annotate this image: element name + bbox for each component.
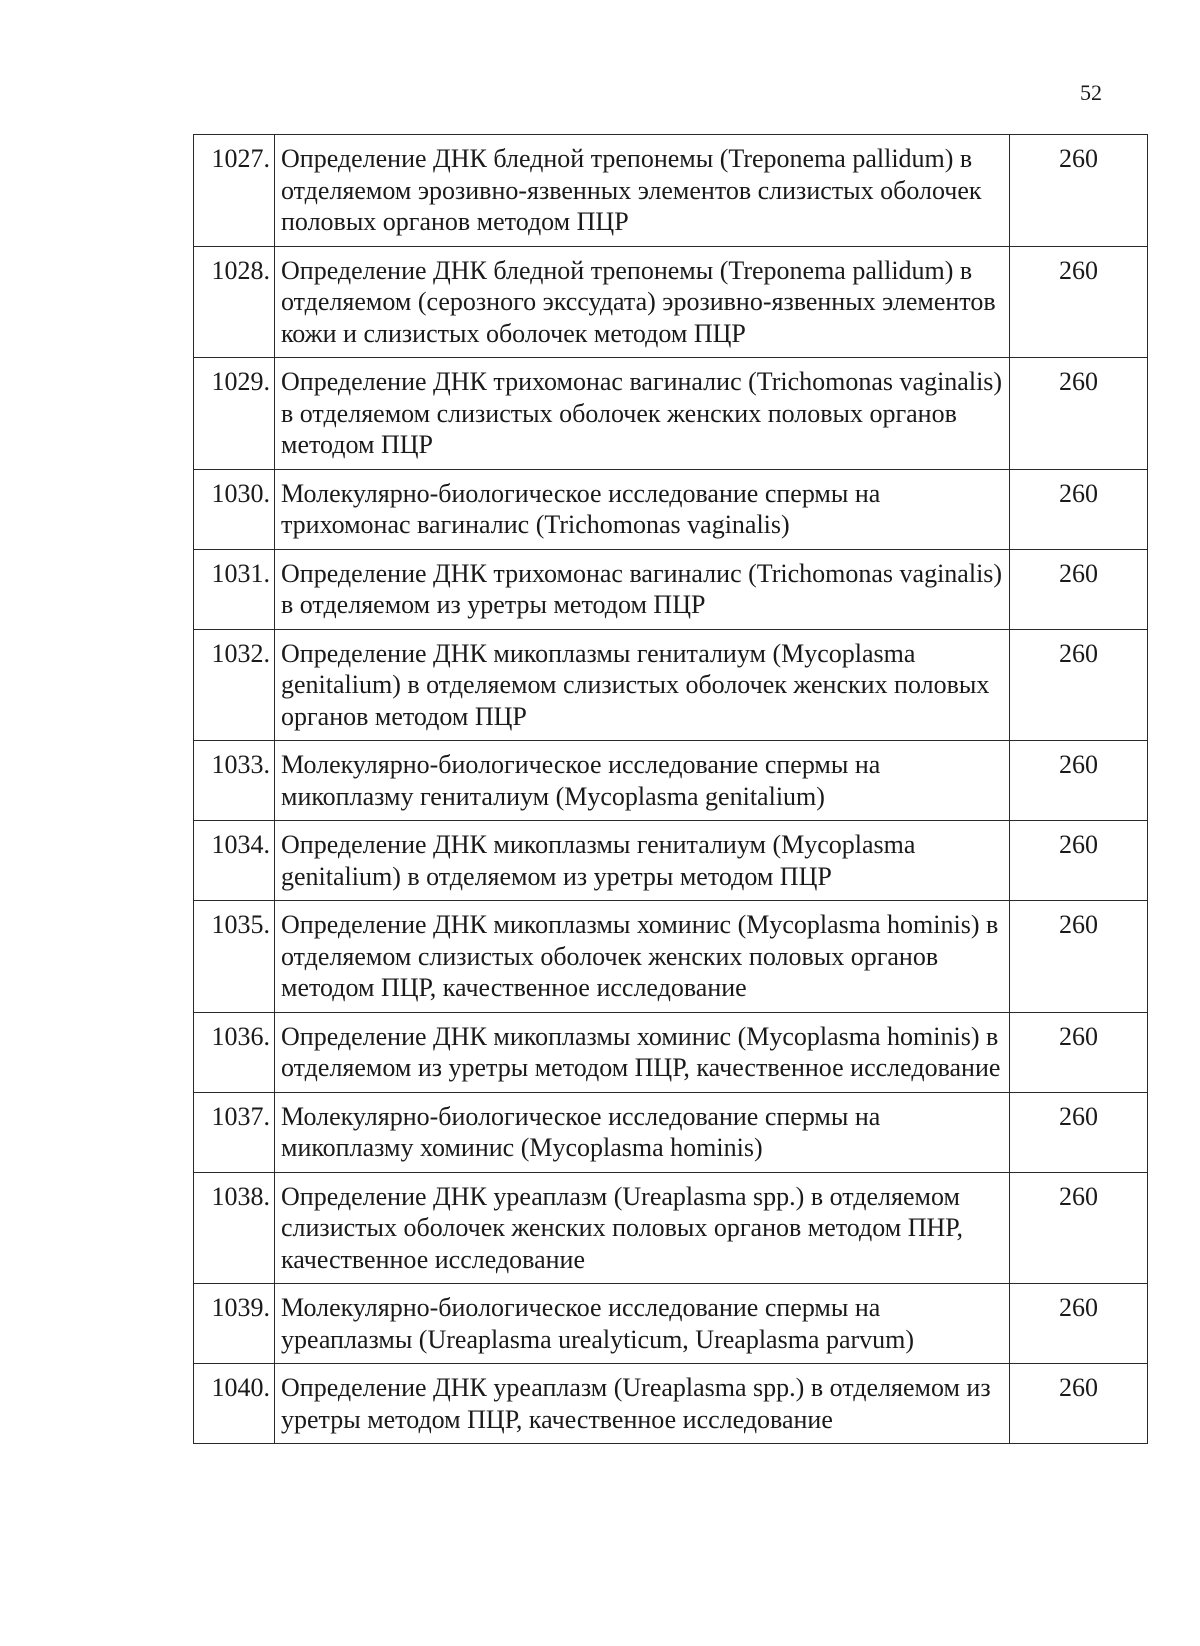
table-row [194,821,1148,901]
row-number: 1038. [194,1172,275,1284]
service-price: 260 [1010,1172,1148,1284]
row-number: 1034. [194,821,275,901]
table-row [194,549,1148,629]
table-row [194,358,1148,470]
price-table [193,134,1148,1444]
row-number: 1029. [194,358,275,470]
row-number: 1039. [194,1284,275,1364]
row-number: 1033. [194,741,275,821]
row-number: 1035. [194,901,275,1013]
table-row [194,246,1148,358]
service-name: Определение ДНК микоплазмы хоминис (Mycoplasma hominis) в отделяемом слизистых оболочек женских половых органов методом ПЦР, качественное исследование [275,901,1010,1013]
row-number: 1040. [194,1364,275,1444]
row-number: 1036. [194,1012,275,1092]
service-name: Определение ДНК микоплазмы гениталиум (Mycoplasma genitalium) в отделяемом слизистых оболочек женских половых органов методом ПЦР [275,629,1010,741]
table-row [194,135,1148,247]
row-number: 1028. [194,246,275,358]
table-row [194,469,1148,549]
service-name: Определение ДНК уреаплазм (Ureaplasma spp.) в отделяемом из уретры методом ПЦР, качественное исследование [275,1364,1010,1444]
service-name: Определение ДНК бледной трепонемы (Treponema pallidum) в отделяемом (серозного экссудата) эрозивно-язвенных элементов кожи и слизистых оболочек методом ПЦР [275,246,1010,358]
service-price: 260 [1010,246,1148,358]
service-price: 260 [1010,135,1148,247]
service-name: Определение ДНК микоплазмы гениталиум (Mycoplasma genitalium) в отделяемом из уретры методом ПЦР [275,821,1010,901]
row-number: 1030. [194,469,275,549]
table-row [194,1284,1148,1364]
service-price: 260 [1010,1012,1148,1092]
price-table-body [194,135,1148,1444]
service-name: Молекулярно-биологическое исследование спермы на уреаплазмы (Ureaplasma urealyticum, Ureaplasma parvum) [275,1284,1010,1364]
table-row [194,1364,1148,1444]
row-number: 1032. [194,629,275,741]
service-price: 260 [1010,1364,1148,1444]
service-name: Молекулярно-биологическое исследование спермы на микоплазму хоминис (Mycoplasma hominis) [275,1092,1010,1172]
service-name: Молекулярно-биологическое исследование спермы на трихомонас вагиналис (Trichomonas vaginalis) [275,469,1010,549]
service-price: 260 [1010,1284,1148,1364]
service-price: 260 [1010,358,1148,470]
table-row [194,1012,1148,1092]
row-number: 1027. [194,135,275,247]
page-number: 52 [1080,80,1102,105]
table-row [194,1092,1148,1172]
service-name: Определение ДНК микоплазмы хоминис (Mycoplasma hominis) в отделяемом из уретры методом ПЦР, качественное исследование [275,1012,1010,1092]
service-price: 260 [1010,901,1148,1013]
service-name: Определение ДНК трихомонас вагиналис (Trichomonas vaginalis) в отделяемом из уретры методом ПЦР [275,549,1010,629]
table-row [194,1172,1148,1284]
service-name: Определение ДНК трихомонас вагиналис (Trichomonas vaginalis) в отделяемом слизистых оболочек женских половых органов методом ПЦР [275,358,1010,470]
service-price: 260 [1010,469,1148,549]
table-row [194,629,1148,741]
service-name: Молекулярно-биологическое исследование спермы на микоплазму гениталиум (Mycoplasma genitalium) [275,741,1010,821]
row-number: 1037. [194,1092,275,1172]
service-price: 260 [1010,549,1148,629]
service-name: Определение ДНК уреаплазм (Ureaplasma spp.) в отделяемом слизистых оболочек женских половых органов методом ПНР, качественное исследование [275,1172,1010,1284]
table-row [194,741,1148,821]
row-number: 1031. [194,549,275,629]
service-price: 260 [1010,821,1148,901]
service-price: 260 [1010,741,1148,821]
service-price: 260 [1010,1092,1148,1172]
table-row [194,901,1148,1013]
service-name: Определение ДНК бледной трепонемы (Treponema pallidum) в отделяемом эрозивно-язвенных элементов слизистых оболочек половых органов методом ПЦР [275,135,1010,247]
service-price: 260 [1010,629,1148,741]
